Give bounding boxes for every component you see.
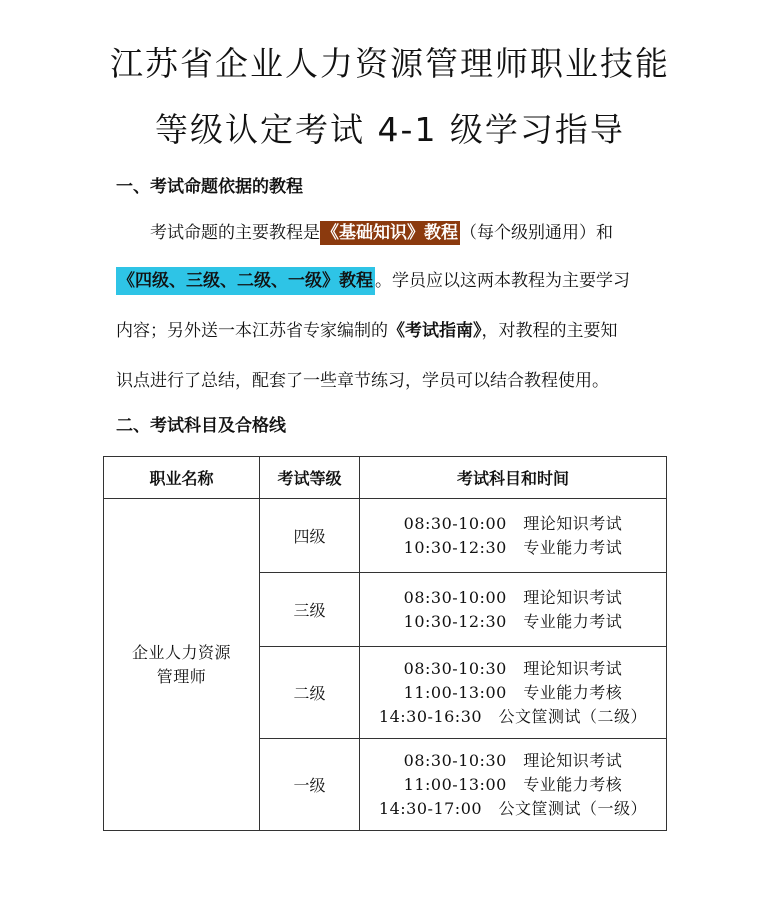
text-segment: 考试命题的主要教程是 (150, 223, 320, 243)
document-title-line-1: 江苏省企业人力资源管理师职业技能 (110, 44, 670, 83)
schedule-line: 10:30-12:30 专业能力考试 (403, 611, 623, 631)
level-cell: 一级 (260, 739, 360, 831)
schedule-line: 11:00-13:00 专业能力考核 (403, 774, 623, 794)
text-segment: 内容；另外送一本江苏省专家编制的 (116, 321, 388, 341)
table-row (104, 499, 667, 573)
level-cell: 四级 (260, 499, 360, 573)
schedule-line: 08:30-10:00 理论知识考试 (403, 587, 623, 607)
schedule-line: 08:30-10:00 理论知识考试 (403, 513, 623, 533)
paragraph-line-1 (150, 218, 710, 243)
schedule-cell (360, 573, 667, 647)
highlight-level-textbook: 《四级、三级、二级、一级》教程 (116, 267, 375, 295)
header-subjects-time: 考试科目和时间 (360, 457, 667, 499)
schedule-line: 08:30-10:30 理论知识考试 (403, 658, 623, 678)
text-segment: ，对教程的主要知 (481, 321, 618, 341)
section-heading-textbooks: 一、考试命题依据的教程 (116, 177, 303, 197)
schedule-line: 11:00-13:00 专业能力考核 (403, 682, 623, 702)
schedule-line: 14:30-16:30 公文筐测试（二级） (378, 706, 648, 726)
header-occupation: 职业名称 (104, 457, 260, 499)
header-level: 考试等级 (260, 457, 360, 499)
exam-guide-title: 《考试指南》 (388, 321, 482, 341)
highlight-basic-knowledge-textbook: 《基础知识》教程 (322, 223, 458, 243)
paragraph-line-2 (116, 266, 676, 291)
occupation-name-line: 管理师 (156, 666, 207, 686)
paragraph-line-4: 识点进行了总结，配套了一些章节练习，学员可以结合教程使用。 (116, 371, 609, 391)
level-cell: 三级 (260, 573, 360, 647)
schedule-line: 14:30-17:00 公文筐测试（一级） (378, 798, 648, 818)
text-segment: 。学员应以这两本教程为主要学习 (375, 271, 630, 291)
schedule-line: 10:30-12:30 专业能力考试 (403, 537, 623, 557)
occupation-cell (104, 499, 260, 831)
level-cell: 二级 (260, 647, 360, 739)
schedule-cell (360, 647, 667, 739)
occupation-name-line: 企业人力资源 (131, 642, 231, 662)
document-title-line-2: 等级认定考试 4-1 级学习指导 (155, 110, 625, 149)
schedule-line: 08:30-10:30 理论知识考试 (403, 750, 623, 770)
exam-schedule-table (103, 456, 667, 831)
table-header-row (104, 457, 667, 499)
text-segment: （每个级别通用）和 (460, 223, 613, 243)
section-heading-subjects: 二、考试科目及合格线 (116, 416, 286, 436)
schedule-cell (360, 499, 667, 573)
paragraph-line-3 (116, 316, 676, 341)
schedule-cell (360, 739, 667, 831)
